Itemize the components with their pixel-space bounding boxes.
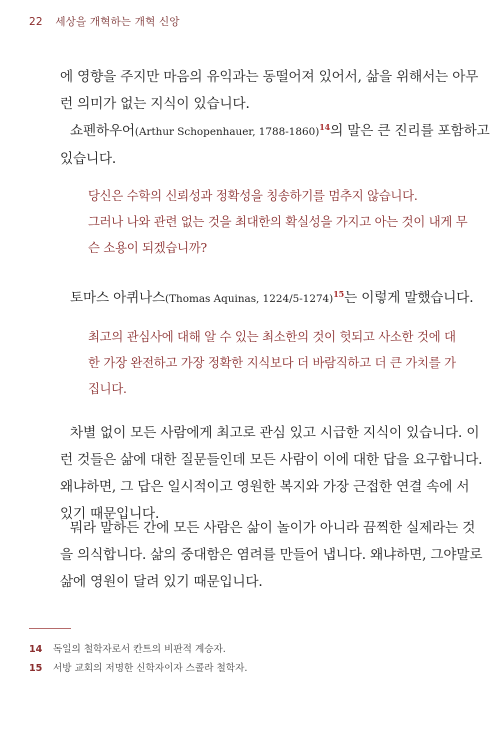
quote-line: 한 가장 완전하고 가장 정확한 지식보다 더 바람직하고 더 큰 가치를 가 [88,356,456,370]
quote-line: 그러나 나와 관련 없는 것을 최대한의 확실성을 가지고 아는 것이 내게 무 [88,215,468,229]
running-header [29,14,180,29]
paragraph-3-line: 을 의식합니다. 삶의 중대함은 염려를 만들어 냅니다. 왜냐하면, 그야말로 [60,547,483,563]
quote-schopenhauer [88,183,468,261]
footnote-ref-15[interactable]: 15 [333,289,345,299]
aquinas-intro-line [70,281,474,313]
quote-aquinas [88,324,456,402]
paragraph-3-line: 삶에 영원이 달려 있기 때문입니다. [60,574,263,590]
intro-tail: 의 말은 큰 진리를 포함하고 [330,123,490,139]
footnote-ref-14[interactable]: 14 [319,122,331,132]
paragraph-1-line: 런 의미가 없는 지식이 있습니다. [60,96,250,112]
quote-line: 슨 소용이 되겠습니까? [88,241,207,255]
quote-line: 집니다. [88,382,127,396]
paragraph-1 [60,64,479,118]
schopenhauer-intro-line: 있습니다. [60,151,117,167]
paragraph-3 [60,515,483,596]
author-latin: (Thomas Aquinas, 1224/5-1274) [165,293,334,305]
page-number: 22 [29,16,43,28]
footnote-text: 서방 교회의 저명한 신학자이자 스콜라 철학자. [53,663,248,674]
schopenhauer-intro [60,114,490,173]
footnote-14 [29,641,226,655]
paragraph-2-line: 있기 때문입니다. [60,506,160,522]
footnote-number: 15 [29,663,43,674]
intro-tail: 는 이렇게 말했습니다. [344,290,474,306]
author-name: 토마스 아퀴나스 [70,290,166,306]
author-latin: (Arthur Schopenhauer, 1788-1860) [134,126,320,138]
author-name: 쇼펜하우어 [70,123,135,139]
quote-line: 최고의 관심사에 대해 알 수 있는 최소한의 것이 헛되고 사소한 것에 대 [88,330,456,344]
paragraph-2-line: 왜냐하면, 그 답은 일시적이고 영원한 복지와 가장 근접한 연결 속에 서 [60,479,470,495]
footnote-divider [29,628,71,629]
footnote-number: 14 [29,644,43,655]
schopenhauer-intro-line [60,114,490,146]
footnote-15 [29,660,247,674]
paragraph-2-line: 차별 없이 모든 사람에게 최고로 관심 있고 시급한 지식이 있습니다. 이 [70,425,480,441]
paragraph-2-line: 런 것들은 삶에 대한 질문들인데 모든 사람이 이에 대한 답을 요구합니다. [60,452,483,468]
aquinas-intro [70,281,474,313]
quote-line: 당신은 수학의 신뢰성과 정확성을 칭송하기를 멈추지 않습니다. [88,189,418,203]
running-title: 세상을 개혁하는 개혁 신앙 [55,16,180,28]
paragraph-3-line: 뭐라 말하든 간에 모든 사람은 삶이 놀이가 아니라 끔찍한 실제라는 것 [70,520,476,536]
paragraph-1-line: 에 영향을 주지만 마음의 유익과는 동떨어져 있어서, 삶을 위해서는 아무 [60,69,479,85]
footnote-text: 독일의 철학자로서 칸트의 비판적 계승자. [53,644,226,655]
